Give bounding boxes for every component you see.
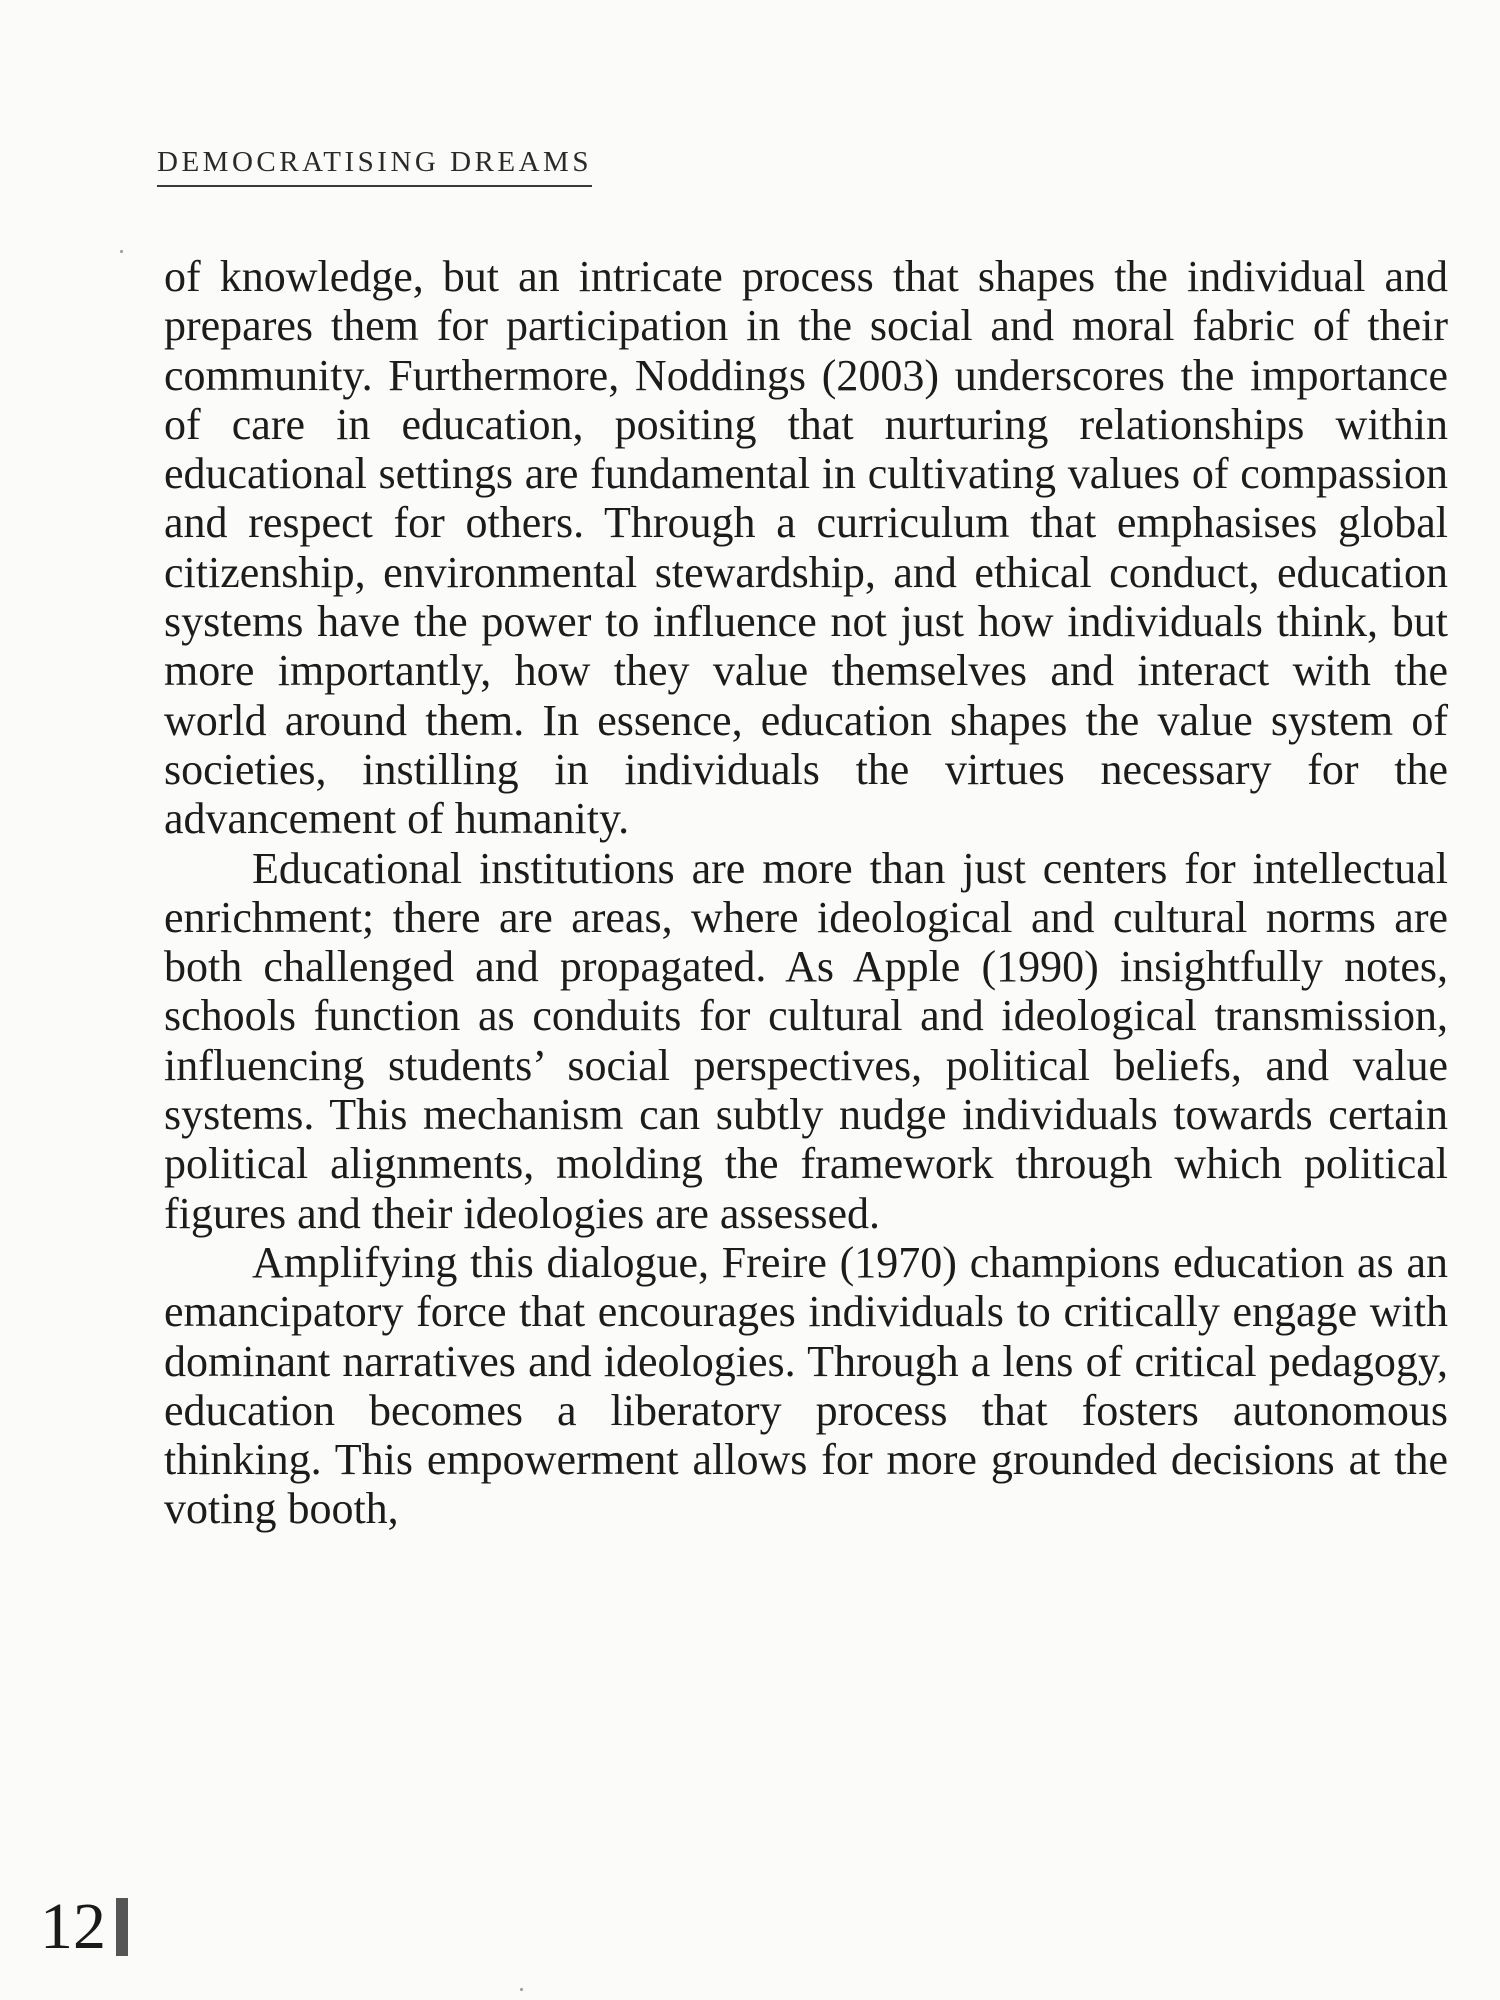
body-text	[164, 252, 1448, 1534]
page-folio	[40, 1890, 128, 1963]
folio-bar	[116, 1898, 128, 1956]
paragraph-freire: Amplifying this dialogue, Freire (1970) champions education as an emancipatory force that encourages individuals to critically engage with dominant narratives and ideologies. Through a lens of critical pedagogy, education becomes a liberatory process that fosters autonomous thinking. This empowerment allows for more grounded decisions at the voting booth,	[164, 1237, 1448, 1534]
paragraph-continued: of knowledge, but an intricate process that shapes the individual and prepares them for participation in the social and moral fabric of their community. Furthermore, Noddings (2003) underscores the importance of care in education, positing that nurturing relationships within educational settings are fundamental in cultivating values of compassion and respect for others. Through a curriculum that emphasises global citizenship, environmental stewardship, and ethical conduct, education systems have the power to influence not just how individuals think, but more importantly, how they value themselves and interact with the world around them. In essence, education shapes the value system of societies, instilling in individuals the virtues necessary for the advancement of humanity.	[164, 252, 1448, 844]
paragraph-educational-institutions: Educational institutions are more than just centers for intellectual enrichment; there are areas, where ideological and cultural norms are both challenged and propagated. As Apple (1990) insightfully notes, schools function as conduits for cultural and ideological transmission, influencing students’ social perspectives, political beliefs, and value systems. This mechanism can subtly nudge individuals towards certain political alignments, molding the framework through which political figures and their ideologies are assessed.	[164, 843, 1448, 1238]
page-number: 12	[40, 1890, 106, 1963]
scan-speck	[520, 1988, 523, 1991]
running-head: DEMOCRATISING DREAMS	[157, 146, 592, 187]
scan-speck	[120, 250, 123, 253]
